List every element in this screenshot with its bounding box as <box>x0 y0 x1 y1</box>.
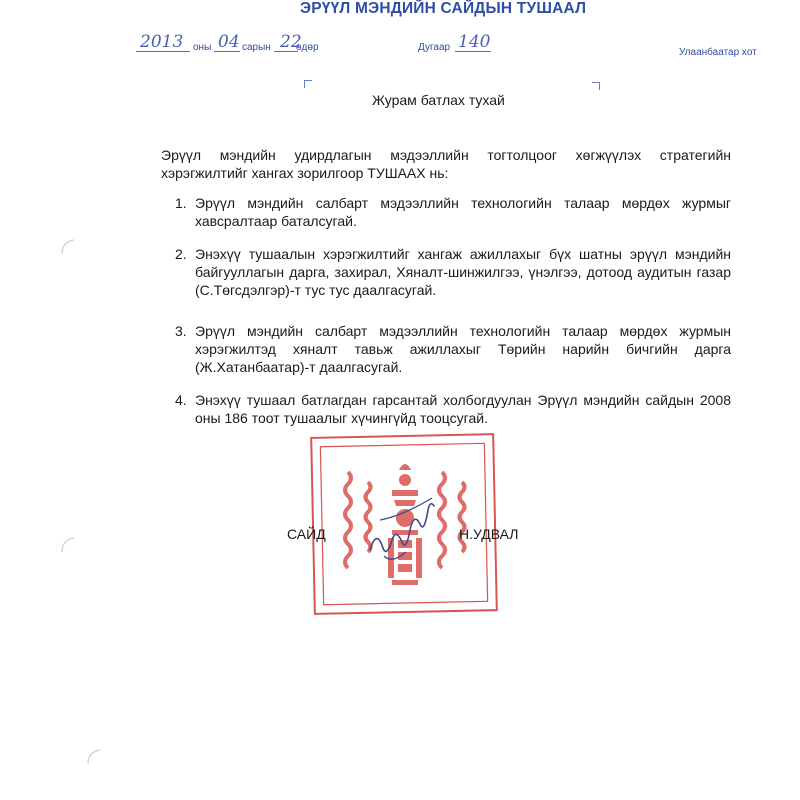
signatory-name: Н.УДВАЛ <box>459 526 519 542</box>
number-underline <box>455 51 491 52</box>
item-number: 4. <box>175 392 187 408</box>
item-text: Эрүүл мэндийн салбарт мэдээллийн технологийн талаар мөрдөх журмын хэрэгжилтэд хяналт тавьж ажиллахыг Төрийн нарийн бичгийн дарга (Ж.Хатанбаатар)-т даалгасугай. <box>195 323 731 375</box>
signatory-title: САЙД <box>287 526 326 542</box>
document-subject: Журам батлах тухай <box>372 92 505 108</box>
day-handwritten: 22 <box>280 32 302 52</box>
item-number: 2. <box>175 246 187 262</box>
day-underline <box>274 51 298 52</box>
item-text: Энэхүү тушаалын хэрэгжилтийг хангаж ажиллахыг бүх шатны эрүүл мэндийн байгууллагын дарга, захирал, Хяналт-шинжилгээ, үнэлгээ, дотоод аудитын газар (С.Төгсдэлгэр)-т тус тус даалгасугай. <box>195 246 731 298</box>
year-suffix: оны <box>193 42 212 53</box>
intro-paragraph: Эрүүл мэндийн удирдлагын мэдээллийн тогтолцоог хөгжүүлэх стратегийн хэрэгжилтийг хангах зорилгоор ТУШААХ нь: <box>161 147 731 181</box>
city-label: Улаанбаатар хот <box>679 47 757 58</box>
year-underline <box>136 51 190 52</box>
subject-corner-left <box>304 80 312 88</box>
year-handwritten: 2013 <box>140 32 184 52</box>
item-number: 3. <box>175 323 187 339</box>
month-suffix: сарын <box>242 42 271 53</box>
item-number: 1. <box>175 195 187 211</box>
handwritten-signature <box>362 490 442 570</box>
punch-hole-mark <box>58 534 82 558</box>
number-handwritten: 140 <box>458 32 491 52</box>
punch-hole-mark <box>84 746 108 770</box>
month-handwritten: 04 <box>218 32 240 52</box>
month-underline <box>214 51 240 52</box>
document-title: ЭРҮҮЛ МЭНДИЙН САЙДЫН ТУШААЛ <box>300 0 587 17</box>
subject-corner-right <box>592 82 600 90</box>
number-label: Дугаар <box>418 42 451 53</box>
item-text: Энэхүү тушаал батлагдан гарсантай холбогдуулан Эрүүл мэндийн сайдын 2008 оны 186 тоот тушаалыг хүчингүйд тооцсугай. <box>195 392 731 426</box>
item-text: Эрүүл мэндийн салбарт мэдээллийн технологийн талаар мөрдөх журмыг хавсралтаар баталсугай. <box>195 195 731 229</box>
day-suffix: өдөр <box>296 42 319 53</box>
punch-hole-mark <box>58 236 82 260</box>
